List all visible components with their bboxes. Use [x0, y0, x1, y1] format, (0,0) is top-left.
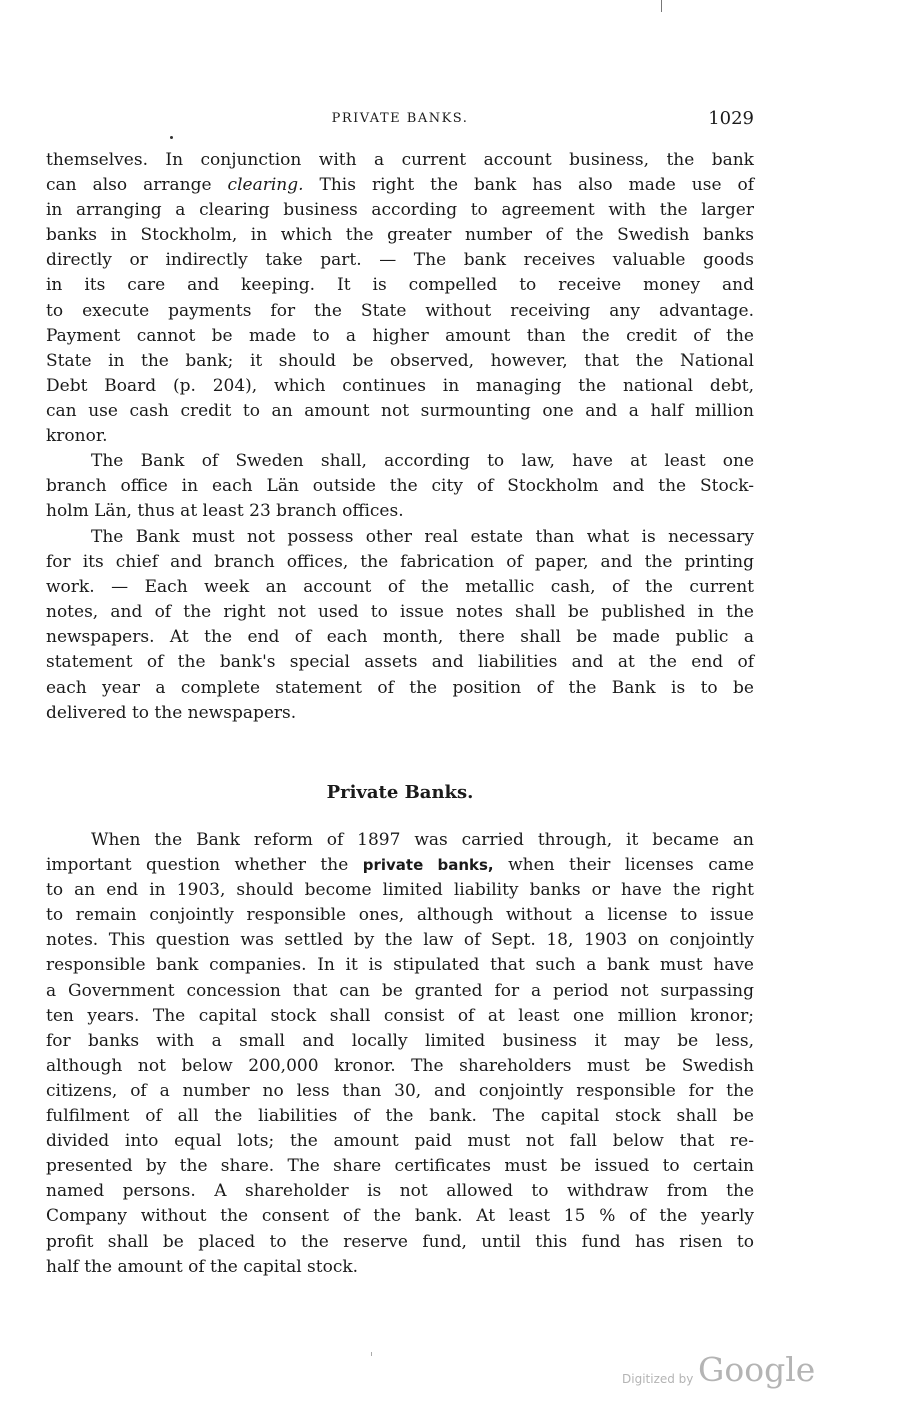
text-line: banks in Stockholm, in which the greater number of the Swedish banks [46, 225, 754, 246]
text-line: half the amount of the capital stock. [46, 1256, 359, 1277]
text-line: a Government concession that can be granted for a period not surpassing [46, 980, 754, 1001]
text-line: kronor. [46, 426, 108, 447]
text-line: themselves. In conjunction with a current account business, the bank [46, 150, 754, 170]
paragraph-real-estate [46, 525, 754, 726]
text-line: When the Bank reform of 1897 was carried through, it became an [91, 830, 754, 850]
text-line: directly or indirectly take part. — The bank receives valuable goods [46, 250, 754, 271]
ink-speck [170, 136, 173, 139]
text-line: holm Län, thus at least 23 branch offices. [46, 501, 404, 522]
scan-mark [661, 0, 662, 12]
text-line: branch office in each Län outside the city of Stockholm and the Stock- [46, 476, 754, 497]
running-title: PRIVATE BANKS. [331, 111, 469, 126]
paragraph-continuation [46, 148, 754, 449]
google-logo: Google [698, 1350, 816, 1389]
text-line: Company without the consent of the bank. At least 15 % of the yearly [46, 1206, 754, 1227]
text-line: delivered to the newspapers. [46, 702, 297, 723]
text-line: State in the bank; it should be observed, however, that the National [46, 350, 754, 371]
text-line: to an end in 1903, should become limited liability banks or have the right [46, 880, 754, 901]
paragraph-branch-offices [46, 449, 754, 524]
text-line: in arranging a clearing business according to agreement with the larger [46, 200, 754, 221]
scan-mark [371, 1352, 372, 1356]
text-line: responsible bank companies. In it is stipulated that such a bank must have [46, 955, 754, 976]
text-line: to remain conjointly responsible ones, although without a license to issue [46, 905, 754, 926]
text-fragment: when their licenses came [508, 855, 755, 876]
text-line: fulfilment of all the liabilities of the bank. The capital stock shall be [46, 1106, 754, 1127]
text-line: to execute payments for the State without receiving any advantage. [46, 300, 754, 321]
text-line: in its care and keeping. It is compelled to receive money and [46, 275, 754, 296]
text-line: The Bank must not possess other real estate than what is necessary [91, 527, 754, 547]
digitized-watermark [622, 1350, 822, 1395]
text-line: for its chief and branch offices, the fabrication of paper, and the printing [46, 552, 754, 573]
text-line: named persons. A shareholder is not allowed to withdraw from the [46, 1181, 754, 1202]
text-line: notes, and of the right not used to issue notes shall be published in the [46, 602, 754, 623]
text-line: Debt Board (p. 204), which continues in managing the national debt, [46, 375, 754, 396]
text-fragment: This right the bank has also made use of [319, 175, 755, 196]
text-line: for banks with a small and locally limited business it may be less, [46, 1030, 754, 1051]
bold-term-private-banks: private banks, [362, 856, 494, 875]
page-number: 1029 [708, 108, 754, 129]
text-fragment: important question whether the [46, 855, 349, 876]
emphasis-clearing: clearing. [227, 175, 304, 196]
text-line: profit shall be placed to the reserve fund, until this fund has risen to [46, 1231, 754, 1252]
text-line: although not below 200,000 kronor. The shareholders must be Swedish [46, 1055, 754, 1076]
text-line [46, 173, 754, 198]
text-line: statement of the bank's special assets and liabilities and at the end of [46, 652, 754, 673]
text-line: The Bank of Sweden shall, according to law, have at least one [91, 451, 754, 471]
paragraph-private-banks [46, 828, 754, 1280]
running-head [46, 108, 754, 132]
text-line: divided into equal lots; the amount paid must not fall below that re- [46, 1131, 754, 1152]
text-line: Payment cannot be made to a higher amount than the credit of the [46, 325, 754, 346]
text-line: work. — Each week an account of the metallic cash, of the current [46, 577, 754, 598]
text-line: citizens, of a number no less than 30, and conjointly responsible for the [46, 1080, 754, 1101]
text-line: ten years. The capital stock shall consist of at least one million kronor; [46, 1005, 754, 1026]
text-line: each year a complete statement of the position of the Bank is to be [46, 677, 754, 698]
text-line: presented by the share. The share certificates must be issued to certain [46, 1156, 754, 1177]
watermark-caption: Digitized by [622, 1372, 694, 1386]
section-heading: Private Banks. [326, 782, 474, 803]
text-line [46, 853, 754, 878]
text-line: newspapers. At the end of each month, there shall be made public a [46, 627, 754, 648]
text-line: notes. This question was settled by the law of Sept. 18, 1903 on conjointly [46, 930, 754, 951]
text-fragment: can also arrange [46, 175, 212, 196]
text-line: can use cash credit to an amount not surmounting one and a half million [46, 400, 754, 421]
